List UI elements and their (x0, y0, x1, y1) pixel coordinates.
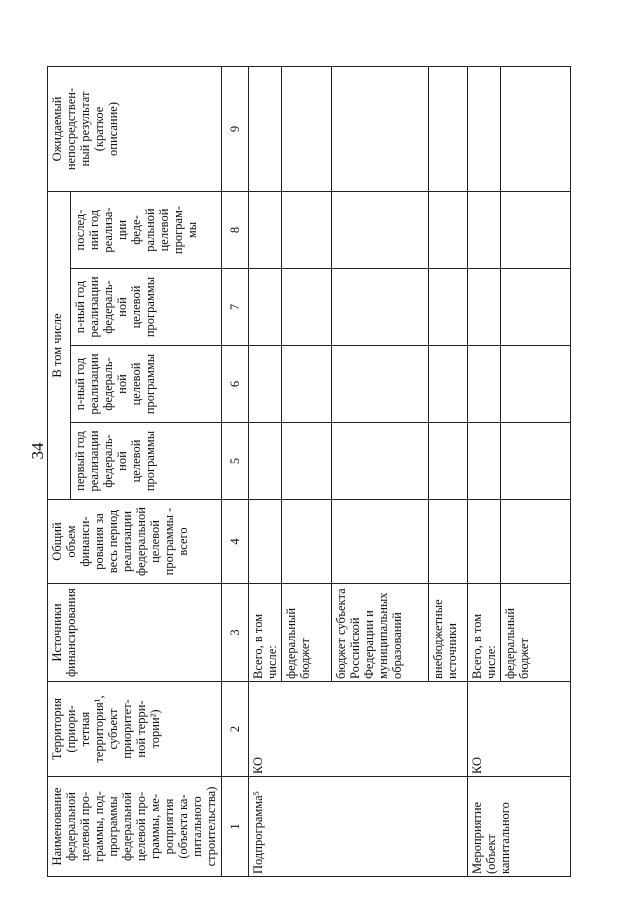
empty-cell (467, 423, 500, 500)
column-number-cell: 6 (221, 346, 248, 423)
source-total: Всего, в том числе: (467, 584, 500, 682)
header-first-year: первый год реализации федераль- ной целевой программы (71, 423, 222, 500)
empty-cell (500, 423, 570, 500)
empty-cell (429, 192, 467, 269)
source-extra-budgetary: внебюджетные источники (429, 584, 467, 682)
column-number-cell: 1 (221, 777, 248, 877)
empty-cell (429, 500, 467, 584)
empty-cell (248, 67, 281, 192)
header-name: Наименование федеральной целевой про- граммы, под- программы федеральной целевой про- граммы, ме- роприятия (объекта ка- питального строительства) (48, 777, 222, 877)
empty-cell (500, 269, 570, 346)
empty-cell (281, 423, 331, 500)
column-number-cell: 2 (221, 682, 248, 777)
empty-cell (281, 192, 331, 269)
empty-cell (248, 192, 281, 269)
financing-table-wrapper (47, 67, 571, 877)
empty-cell (467, 67, 500, 192)
empty-cell (429, 346, 467, 423)
header-last-year: послед- ний год реализа- ции феде- ральной целевой програм- мы (71, 192, 222, 269)
column-number-cell: 5 (221, 423, 248, 500)
column-number-cell: 8 (221, 192, 248, 269)
header-territory: Территория (приори- тетная территория¹, субъект приоритет- ной терри- тории²) (48, 682, 222, 777)
column-number-cell: 4 (221, 500, 248, 584)
empty-cell (467, 346, 500, 423)
empty-cell (467, 269, 500, 346)
empty-cell (500, 67, 570, 192)
header-nth-year-a: n-ный год реализации федераль- ной целевой программы (71, 346, 222, 423)
empty-cell (248, 423, 281, 500)
column-number-cell: 9 (221, 67, 248, 192)
header-total-volume: Общий объем финанси- рования за весь период реализации федеральной целевой программы - всего (48, 500, 222, 584)
measure-territory: КО (467, 682, 570, 777)
empty-cell (248, 346, 281, 423)
empty-cell (429, 67, 467, 192)
source-federal-budget: федеральный бюджет (281, 584, 331, 682)
empty-cell (248, 500, 281, 584)
empty-cell (332, 500, 429, 584)
empty-cell (281, 269, 331, 346)
source-federal-budget: федеральный бюджет (500, 584, 570, 682)
column-number-cell: 3 (221, 584, 248, 682)
empty-cell (467, 192, 500, 269)
source-regional-budget: бюджет субъекта Российской Федерации и муниципальных образований (332, 584, 429, 682)
header-expected-result: Ожидаемый непосредствен- ный результат (краткое описание) (48, 67, 222, 192)
empty-cell (500, 192, 570, 269)
empty-cell (248, 269, 281, 346)
empty-cell (467, 500, 500, 584)
empty-cell (500, 500, 570, 584)
empty-cell (332, 346, 429, 423)
empty-cell (281, 67, 331, 192)
empty-cell (281, 346, 331, 423)
empty-cell (332, 67, 429, 192)
header-sources: Источники финансирования (48, 584, 222, 682)
subprogram-name: Подпрограмма⁵ (248, 777, 467, 877)
financing-table (47, 66, 571, 877)
empty-cell (500, 346, 570, 423)
empty-cell (281, 500, 331, 584)
page-number: 34 (28, 442, 47, 460)
measure-name: Мероприятие (объект капитального (467, 777, 570, 877)
empty-cell (332, 423, 429, 500)
subprogram-territory: КО (248, 682, 467, 777)
header-nth-year-b: n-ный год реализации федераль- ной целевой программы (71, 269, 222, 346)
source-total: Всего, в том числе: (248, 584, 281, 682)
empty-cell (332, 269, 429, 346)
header-group-including: В том числе (48, 192, 71, 500)
empty-cell (332, 192, 429, 269)
empty-cell (429, 423, 467, 500)
column-number-cell: 7 (221, 269, 248, 346)
empty-cell (429, 269, 467, 346)
